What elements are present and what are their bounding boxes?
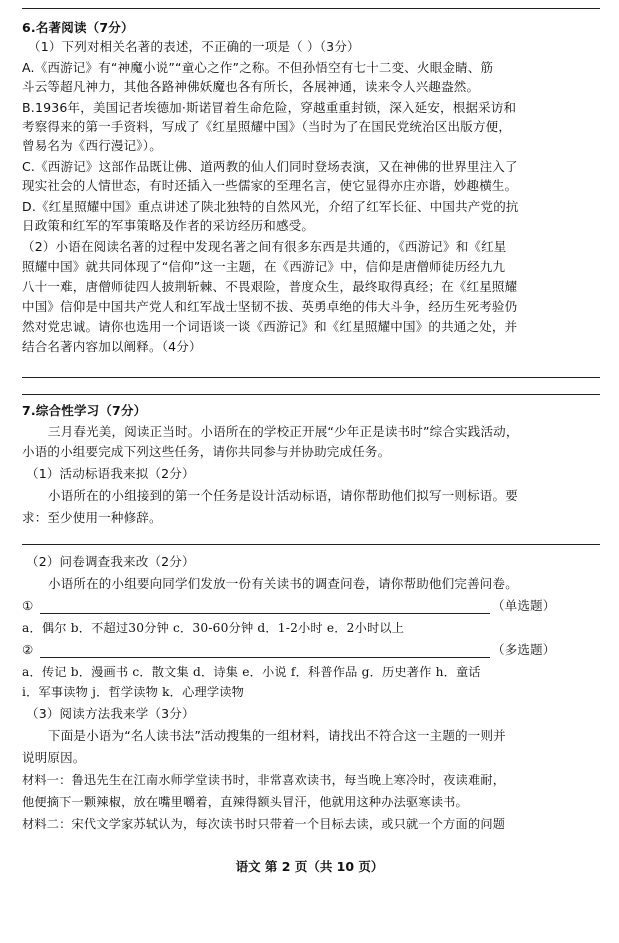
section-divider <box>22 394 600 395</box>
q6-option-a-line2: 斗云等超凡神力，其他各路神佛妖魔也各有所长，各展神通，读来令人兴趣盎然。 <box>22 79 480 94</box>
q7-task3-line1: 下面是小语为“名人读书法”活动搜集的一组材料，请找出不符合这一主题的一则并 <box>48 728 506 743</box>
q7-item1-type: （单选题） <box>492 598 556 613</box>
q7-item1-blank[interactable] <box>40 613 490 614</box>
q6-sub2-line3: 八十一难，唐僧师徒四人披荆斩棘、不畏艰险，普度众生，最终取得真经；在《红星照耀 <box>22 279 518 294</box>
q6-option-b-line3: 曾易名为《西行漫记》）。 <box>22 138 162 153</box>
q6-sub1: （1）下列对相关名著的表述，不正确的一项是（ ）（3分） <box>28 39 360 54</box>
q7-material1-line1: 材料一：鲁迅先生在江南水师学堂读书时，非常喜欢读书，每当晚上寒冷时，夜读难耐， <box>22 773 506 787</box>
q6-title: 6.名著阅读（7分） <box>22 20 134 35</box>
q6-option-d-line2: 日政策和红军的军事策略及作者的采访经历和感受。 <box>22 218 315 233</box>
q7-intro-line1: 三月春光美，阅读正当时。小语所在的学校正开展“少年正是读书时”综合实践活动， <box>48 424 519 439</box>
q6-sub2-line2: 照耀中国》就共同体现了“信仰”这一主题，在《西游记》中，信仰是唐僧师徒历经九九 <box>22 259 506 274</box>
page-footer: 语文 第 2 页（共 10 页） <box>235 859 384 874</box>
q7-task3-title: （3）阅读方法我来学（3分） <box>26 706 195 721</box>
q7-item2-options-line2: i．军事读物 j．哲学读物 k．心理学读物 <box>22 685 245 699</box>
q6-option-c-line2: 现实社会的人情世态，有时还插入一些儒家的至理名言，使它显得亦庄亦谐，妙趣横生。 <box>22 178 518 193</box>
q7-task1-title: （1）活动标语我来拟（2分） <box>26 466 195 481</box>
q6-option-c-line1: C.《西游记》这部作品既让佛、道两教的仙人们同时登场表演，又在神佛的世界里注入了 <box>22 159 518 174</box>
q7-task1-line1: 小语所在的小组接到的第一个任务是设计活动标语，请你帮助他们拟写一则标语。要 <box>48 488 518 503</box>
q7-material1-line2: 他便摘下一颗辣椒，放在嘴里嚼着，直辣得额头冒汗，他就用这种办法驱寒读书。 <box>22 795 468 809</box>
q7-item2-blank[interactable] <box>40 657 490 658</box>
q7-item2-number: ② <box>22 642 34 657</box>
q7-title: 7.综合性学习（7分） <box>22 403 147 418</box>
q6-sub2-line5: 然对党忠诚。请你也选用一个词语谈一谈《西游记》和《红星照耀中国》的共通之处，并 <box>22 319 518 334</box>
q6-option-d-line1: D.《红星照耀中国》重点讲述了陕北独特的自然风光，介绍了红军长征、中国共产党的抗 <box>22 199 519 214</box>
q7-task2-title: （2）问卷调查我来改（2分） <box>26 554 195 569</box>
q7-task1-line2: 求：至少使用一种修辞。 <box>22 510 162 525</box>
q6-sub2-line1: （2）小语在阅读名著的过程中发现名著之间有很多东西是共通的，《西游记》和《红星 <box>22 239 507 254</box>
q6-answer-line[interactable] <box>22 377 600 378</box>
q6-option-b-line1: B.1936年，美国记者埃德加·斯诺冒着生命危险，穿越重重封锁，深入延安，根据采访和 <box>22 100 517 115</box>
top-rule <box>22 8 600 9</box>
q7-item1-options: a．偶尔 b．不超过30分钟 c．30-60分钟 d．1-2小时 e．2小时以上 <box>22 621 405 635</box>
q6-sub2-line6: 结合名著内容加以阐释。（4分） <box>22 339 202 354</box>
q7-intro-line2: 小语的小组要完成下列这些任务，请你共同参与并协助完成任务。 <box>22 444 391 459</box>
q6-sub2-line4: 中国》信仰是中国共产党人和红军战士坚韧不拔、英勇卓绝的伟大斗争，经历生死考验仍 <box>22 299 518 314</box>
q7-material2-line1: 材料二：宋代文学家苏轼认为，每次读书时只带着一个目标去读，或只就一个方面的问题 <box>22 817 506 831</box>
q7-item1-number: ① <box>22 598 34 613</box>
q7-item2-type: （多选题） <box>492 642 556 657</box>
q6-option-a-line1: A.《西游记》有“神魔小说”“童心之作”之称。不但孙悟空有七十二变、火眼金睛、筋 <box>22 60 494 75</box>
q7-item2-options-line1: a．传记 b．漫画书 c．散文集 d．诗集 e．小说 f．科普作品 g．历史著作 h．童话 <box>22 665 481 679</box>
q6-option-b-line2: 考察得来的第一手资料，写成了《红星照耀中国》（当时为了在国民党统治区出版方便， <box>22 119 512 134</box>
q7-task3-line2: 说明原因。 <box>22 750 86 765</box>
q7-task2-line1: 小语所在的小组要向同学们发放一份有关读书的调查问卷，请你帮助他们完善问卷。 <box>48 576 518 591</box>
q7-task1-answer-line[interactable] <box>22 544 600 545</box>
